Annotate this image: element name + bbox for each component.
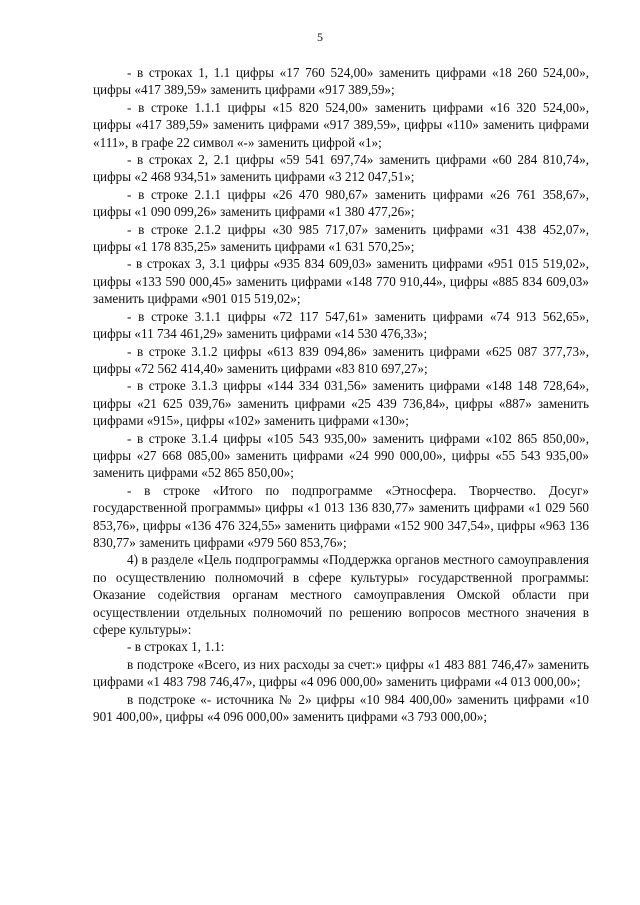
paragraph-rows-1-1-1: - в строках 1, 1.1 цифры «17 760 524,00» заменить цифрами «18 260 524,00», цифры «417 389,59» заменить цифрами «917 389,59»; — [93, 65, 589, 98]
page-number: 5 — [317, 30, 323, 44]
document-body — [93, 64, 589, 725]
paragraph-row-3-1-4: - в строке 3.1.4 цифры «105 543 935,00» заменить цифрами «102 865 850,00», цифры «27 668 085,00» заменить цифрами «24 990 000,00», цифры «55 543 935,00» заменить цифрами «52 865 850,00»; — [93, 430, 589, 481]
paragraph-subrow-total: в подстроке «Всего, из них расходы за счет:» цифры «1 483 881 746,47» заменить цифрами «1 483 798 746,47», цифры «4 096 000,00» заменить цифрами «4 013 000,00»; — [93, 656, 589, 690]
paragraph-row-3-1-2: - в строке 3.1.2 цифры «613 839 094,86» заменить цифрами «625 087 377,73», цифры «72 562 414,40» заменить цифрами «83 810 697,27»; — [93, 343, 589, 376]
paragraph-subrow-source-2: в подстроке «- источника № 2» цифры «10 984 400,00» заменить цифрами «10 901 400,00», цифры «4 096 000,00» заменить цифрами «3 793 000,00»; — [93, 691, 589, 725]
paragraph-row-3-1-3: - в строке 3.1.3 цифры «144 334 031,56» заменить цифрами «148 148 728,64», цифры «21 625 039,76» заменить цифрами «25 439 736,84», цифры «887» заменить цифрами «915», цифры «102» заменить цифрами «130»; — [93, 378, 589, 429]
paragraph-rows-2-2-1: - в строках 2, 2.1 цифры «59 541 697,74» заменить цифрами «60 284 810,74», цифры «2 468 934,51» заменить цифрами «3 212 047,51»; — [93, 152, 589, 185]
paragraph-row-2-1-2: - в строке 2.1.2 цифры «30 985 717,07» заменить цифрами «31 438 452,07», цифры «1 178 835,25» заменить цифрами «1 631 570,25»; — [93, 221, 589, 255]
paragraph-rows-3-3-1: - в строках 3, 3.1 цифры «935 834 609,03» заменить цифрами «951 015 519,02», цифры «133 590 000,45» заменить цифрами «148 770 910,44», цифры «885 834 609,03» заменить цифрами «901 015 519,02»; — [93, 256, 589, 307]
paragraph-row-2-1-1: - в строке 2.1.1 цифры «26 470 980,67» заменить цифрами «26 761 358,67», цифры «1 090 099,26» заменить цифрами «1 380 477,26»; — [93, 186, 589, 220]
paragraph-rows-1-1-1-intro: - в строках 1, 1.1: — [127, 639, 225, 655]
paragraph-section-4: 4) в разделе «Цель подпрограммы «Поддержка органов местного самоуправления по осуществлению полномочий в сфере культуры» государственной программы: Оказание содействия органам местного самоуправления Омской области при осуществлении отдельных полномочий по решению вопросов местного значения в сфере культуры»: — [93, 552, 589, 637]
paragraph-row-1-1-1: - в строке 1.1.1 цифры «15 820 524,00» заменить цифрами «16 320 524,00», цифры «417 389,59» заменить цифрами «917 389,59», цифры «110» заменить цифрами «111», в графе 22 символ «-» заменить цифрой «1»; — [93, 99, 589, 150]
paragraph-row-3-1-1: - в строке 3.1.1 цифры «72 117 547,61» заменить цифрами «74 913 562,65», цифры «11 734 461,29» заменить цифрами «14 530 476,33»; — [93, 308, 589, 342]
paragraph-total-subprogram: - в строке «Итого по подпрограмме «Этносфера. Творчество. Досуг» государственной программы» цифры «1 013 136 830,77» заменить цифрами «1 029 560 853,76», цифры «136 476 324,55» заменить цифрами «152 900 347,54», цифры «963 136 830,77» заменить цифрами «979 560 853,76»; — [93, 482, 589, 550]
